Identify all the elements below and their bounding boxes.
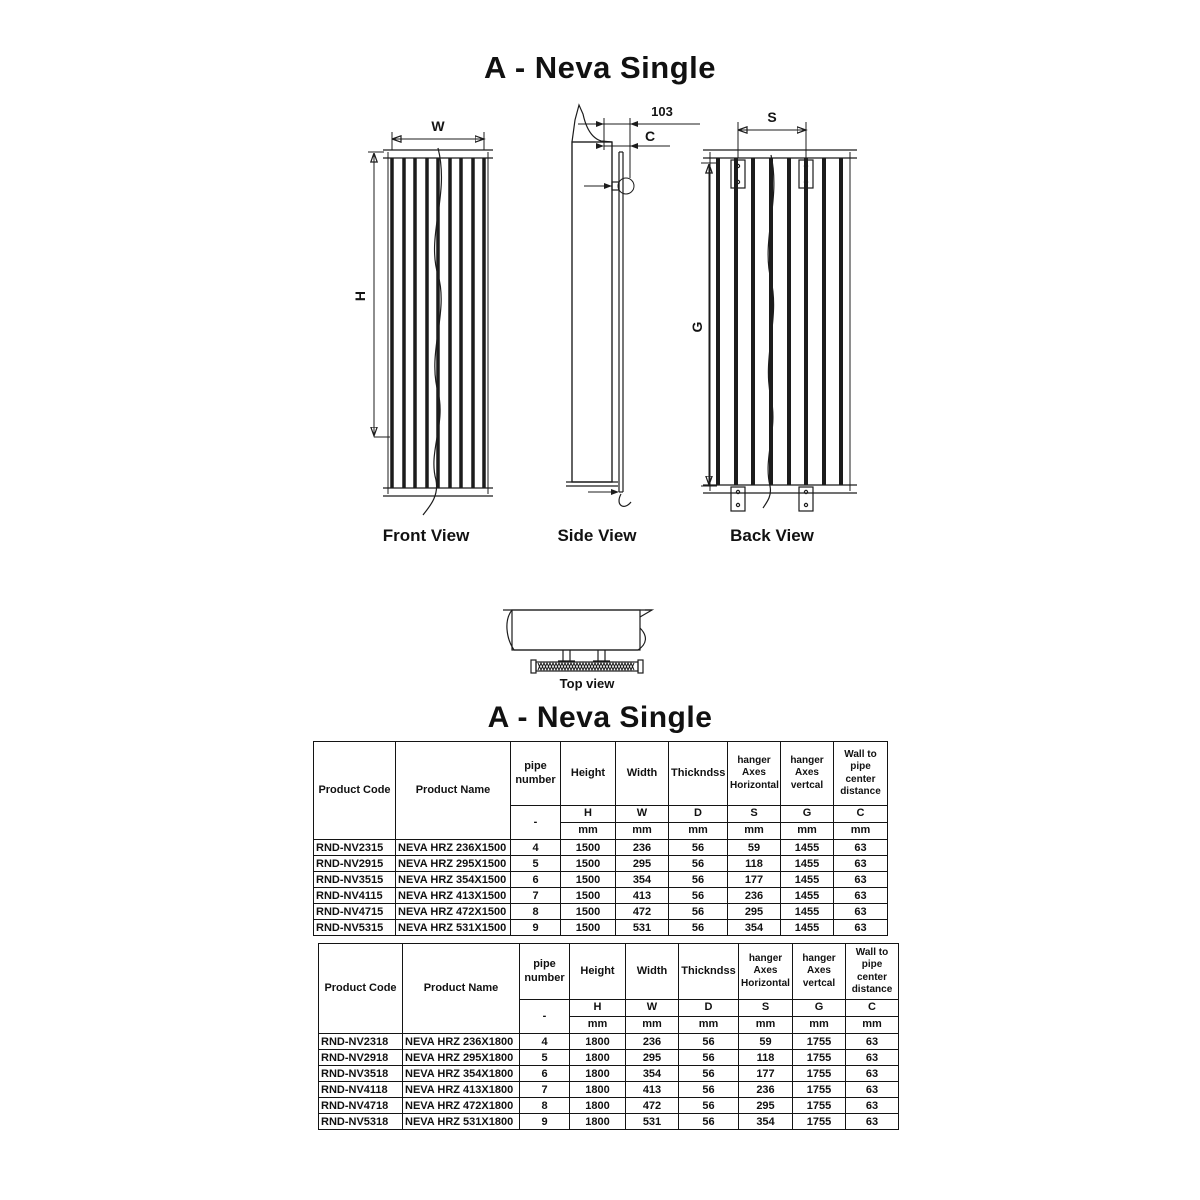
symbol-width: W [616, 806, 669, 823]
col-header-hanger-horizontal: hanger Axes Horizontal [728, 742, 781, 806]
table-cell: 1455 [781, 872, 834, 888]
table-cell: NEVA HRZ 354X1500 [396, 872, 511, 888]
front-height-dim-label: H [352, 290, 368, 302]
table-cell: 63 [834, 888, 888, 904]
table-cell: NEVA HRZ 472X1500 [396, 904, 511, 920]
table-cell: NEVA HRZ 472X1800 [403, 1098, 520, 1114]
table-cell: 6 [511, 872, 561, 888]
table-cell: NEVA HRZ 295X1800 [403, 1050, 520, 1066]
table-cell: 1755 [793, 1066, 846, 1082]
table-row [319, 1034, 899, 1050]
spec-table-1500 [313, 741, 888, 936]
unit-cell: mm [570, 1017, 626, 1034]
symbol-hanger-h: S [739, 1000, 793, 1017]
table-cell: NEVA HRZ 295X1500 [396, 856, 511, 872]
table-cell: NEVA HRZ 531X1800 [403, 1114, 520, 1130]
table-cell: 1455 [781, 888, 834, 904]
side-offset-dim-value: 103 [651, 104, 673, 119]
table-cell: 295 [739, 1098, 793, 1114]
table-cell: 118 [728, 856, 781, 872]
col-header-product-name: Product Name [396, 742, 511, 840]
table-cell: 1800 [570, 1098, 626, 1114]
table-cell: NEVA HRZ 531X1500 [396, 920, 511, 936]
symbol-hanger-h: S [728, 806, 781, 823]
col-header-height: Height [570, 944, 626, 1000]
symbol-hanger-v: G [781, 806, 834, 823]
col-header-width: Width [616, 742, 669, 806]
table-cell: 56 [669, 920, 728, 936]
table-cell: 63 [846, 1066, 899, 1082]
table-cell: 1800 [570, 1066, 626, 1082]
symbol-pipe: - [520, 1000, 570, 1034]
unit-cell: mm [669, 823, 728, 840]
symbol-width: W [626, 1000, 679, 1017]
table-cell: RND-NV5318 [319, 1114, 403, 1130]
table-cell: NEVA HRZ 413X1500 [396, 888, 511, 904]
table-cell: 1500 [561, 840, 616, 856]
table-cell: 63 [834, 920, 888, 936]
table-cell: 1455 [781, 856, 834, 872]
side-wall-distance-dim-label: C [644, 128, 656, 144]
col-header-product-code: Product Code [319, 944, 403, 1034]
unit-cell: mm [679, 1017, 739, 1034]
unit-cell: mm [728, 823, 781, 840]
table-cell: 63 [834, 904, 888, 920]
table-cell: 295 [626, 1050, 679, 1066]
table-cell: 1500 [561, 888, 616, 904]
table-cell: 7 [520, 1082, 570, 1098]
table-cell: 1755 [793, 1050, 846, 1066]
table-cell: 4 [520, 1034, 570, 1050]
back-view-drawing [689, 109, 857, 511]
table-row [314, 840, 888, 856]
table-cell: 295 [616, 856, 669, 872]
unit-cell: mm [781, 823, 834, 840]
table-cell: 354 [728, 920, 781, 936]
spec-table-1800 [318, 943, 899, 1130]
table-cell: 56 [669, 840, 728, 856]
table-cell: RND-NV2318 [319, 1034, 403, 1050]
table-cell: 63 [834, 856, 888, 872]
table-cell: 1755 [793, 1098, 846, 1114]
table-cell: 1755 [793, 1082, 846, 1098]
table-row [319, 1066, 899, 1082]
unit-cell: mm [616, 823, 669, 840]
table-cell: 531 [626, 1114, 679, 1130]
table-cell: 56 [669, 856, 728, 872]
col-header-thickness: Thickndss [679, 944, 739, 1000]
side-view-caption: Side View [557, 526, 637, 545]
table-cell: 63 [834, 840, 888, 856]
col-header-product-code: Product Code [314, 742, 396, 840]
table-cell: 413 [616, 888, 669, 904]
table-cell: 56 [679, 1066, 739, 1082]
table-cell: 63 [846, 1050, 899, 1066]
table-row [314, 904, 888, 920]
top-view-drawing [503, 610, 652, 673]
table-cell: 56 [669, 904, 728, 920]
back-hanger-span-dim-label: S [767, 109, 777, 125]
table-row [319, 1082, 899, 1098]
table-cell: 1755 [793, 1114, 846, 1130]
top-view-caption: Top view [559, 676, 615, 691]
table-cell: RND-NV2918 [319, 1050, 403, 1066]
table-cell: 9 [520, 1114, 570, 1130]
back-hanger-height-dim-label: G [689, 321, 705, 333]
table-cell: 413 [626, 1082, 679, 1098]
table-cell: 118 [739, 1050, 793, 1066]
table-cell: 236 [626, 1034, 679, 1050]
table-cell: 236 [739, 1082, 793, 1098]
col-header-pipe-number: pipe number [520, 944, 570, 1000]
table-cell: RND-NV3515 [314, 872, 396, 888]
table-cell: 1500 [561, 872, 616, 888]
unit-cell: mm [846, 1017, 899, 1034]
table-row [319, 1114, 899, 1130]
table-cell: 56 [679, 1082, 739, 1098]
symbol-height: H [570, 1000, 626, 1017]
table-row [319, 1050, 899, 1066]
diagram-section-title: A - Neva Single [483, 50, 717, 85]
table-cell: 1455 [781, 920, 834, 936]
front-view-caption: Front View [382, 526, 470, 545]
table-cell: 5 [520, 1050, 570, 1066]
table-cell: 56 [679, 1050, 739, 1066]
symbol-pipe: - [511, 806, 561, 840]
symbol-wall: C [834, 806, 888, 823]
table-cell: RND-NV4115 [314, 888, 396, 904]
col-header-wall-to-pipe: Wall to pipe center distance [834, 742, 888, 806]
col-header-thickness: Thickndss [669, 742, 728, 806]
table-cell: 236 [616, 840, 669, 856]
table-cell: 56 [679, 1034, 739, 1050]
table-cell: 63 [846, 1082, 899, 1098]
unit-cell: mm [793, 1017, 846, 1034]
table-cell: NEVA HRZ 413X1800 [403, 1082, 520, 1098]
table-cell: 472 [616, 904, 669, 920]
table-cell: 1500 [561, 920, 616, 936]
table-cell: NEVA HRZ 354X1800 [403, 1066, 520, 1082]
table-cell: RND-NV2915 [314, 856, 396, 872]
table-cell: 5 [511, 856, 561, 872]
table-row [319, 1098, 899, 1114]
table-cell: 56 [669, 888, 728, 904]
table-cell: 531 [616, 920, 669, 936]
col-header-hanger-vertical: hanger Axes vertcal [781, 742, 834, 806]
table-cell: RND-NV4118 [319, 1082, 403, 1098]
table-cell: 1800 [570, 1050, 626, 1066]
table-cell: RND-NV4715 [314, 904, 396, 920]
table-cell: RND-NV3518 [319, 1066, 403, 1082]
unit-cell: mm [834, 823, 888, 840]
table-cell: RND-NV4718 [319, 1098, 403, 1114]
table-cell: NEVA HRZ 236X1500 [396, 840, 511, 856]
table-cell: 4 [511, 840, 561, 856]
table-cell: RND-NV5315 [314, 920, 396, 936]
col-header-product-name: Product Name [403, 944, 520, 1034]
table-cell: RND-NV2315 [314, 840, 396, 856]
table-cell: 56 [679, 1098, 739, 1114]
table-cell: 56 [669, 872, 728, 888]
table-cell: 59 [728, 840, 781, 856]
table-cell: 1455 [781, 840, 834, 856]
table-cell: 7 [511, 888, 561, 904]
table-cell: 63 [834, 872, 888, 888]
table-cell: 6 [520, 1066, 570, 1082]
table-cell: NEVA HRZ 236X1800 [403, 1034, 520, 1050]
unit-cell: mm [626, 1017, 679, 1034]
col-header-wall-to-pipe: Wall to pipe center distance [846, 944, 899, 1000]
table-cell: 295 [728, 904, 781, 920]
table-cell: 472 [626, 1098, 679, 1114]
table-row [314, 872, 888, 888]
unit-cell: mm [561, 823, 616, 840]
col-header-pipe-number: pipe number [511, 742, 561, 806]
table-cell: 1500 [561, 904, 616, 920]
table-cell: 177 [728, 872, 781, 888]
table-cell: 63 [846, 1114, 899, 1130]
symbol-wall: C [846, 1000, 899, 1017]
table-cell: 1755 [793, 1034, 846, 1050]
front-view-drawing [352, 118, 493, 515]
table-cell: 63 [846, 1098, 899, 1114]
table-cell: 8 [511, 904, 561, 920]
table-row [314, 920, 888, 936]
table-row [314, 856, 888, 872]
front-width-dim-label: W [431, 118, 445, 134]
table-cell: 59 [739, 1034, 793, 1050]
table-section-title: A - Neva Single [487, 701, 713, 734]
table-cell: 1800 [570, 1114, 626, 1130]
table-row [314, 888, 888, 904]
symbol-hanger-v: G [793, 1000, 846, 1017]
table-cell: 354 [739, 1114, 793, 1130]
back-view-caption: Back View [730, 526, 814, 545]
col-header-hanger-horizontal: hanger Axes Horizontal [739, 944, 793, 1000]
side-view-drawing [566, 104, 700, 506]
table-cell: 354 [616, 872, 669, 888]
table-cell: 1800 [570, 1082, 626, 1098]
col-header-height: Height [561, 742, 616, 806]
table-cell: 1500 [561, 856, 616, 872]
table-cell: 236 [728, 888, 781, 904]
table-cell: 9 [511, 920, 561, 936]
table-cell: 56 [679, 1114, 739, 1130]
table-cell: 63 [846, 1034, 899, 1050]
symbol-thickness: D [679, 1000, 739, 1017]
col-header-hanger-vertical: hanger Axes vertcal [793, 944, 846, 1000]
unit-cell: mm [739, 1017, 793, 1034]
symbol-thickness: D [669, 806, 728, 823]
table-cell: 354 [626, 1066, 679, 1082]
symbol-height: H [561, 806, 616, 823]
table-cell: 1455 [781, 904, 834, 920]
col-header-width: Width [626, 944, 679, 1000]
table-cell: 8 [520, 1098, 570, 1114]
table-cell: 177 [739, 1066, 793, 1082]
table-cell: 1800 [570, 1034, 626, 1050]
